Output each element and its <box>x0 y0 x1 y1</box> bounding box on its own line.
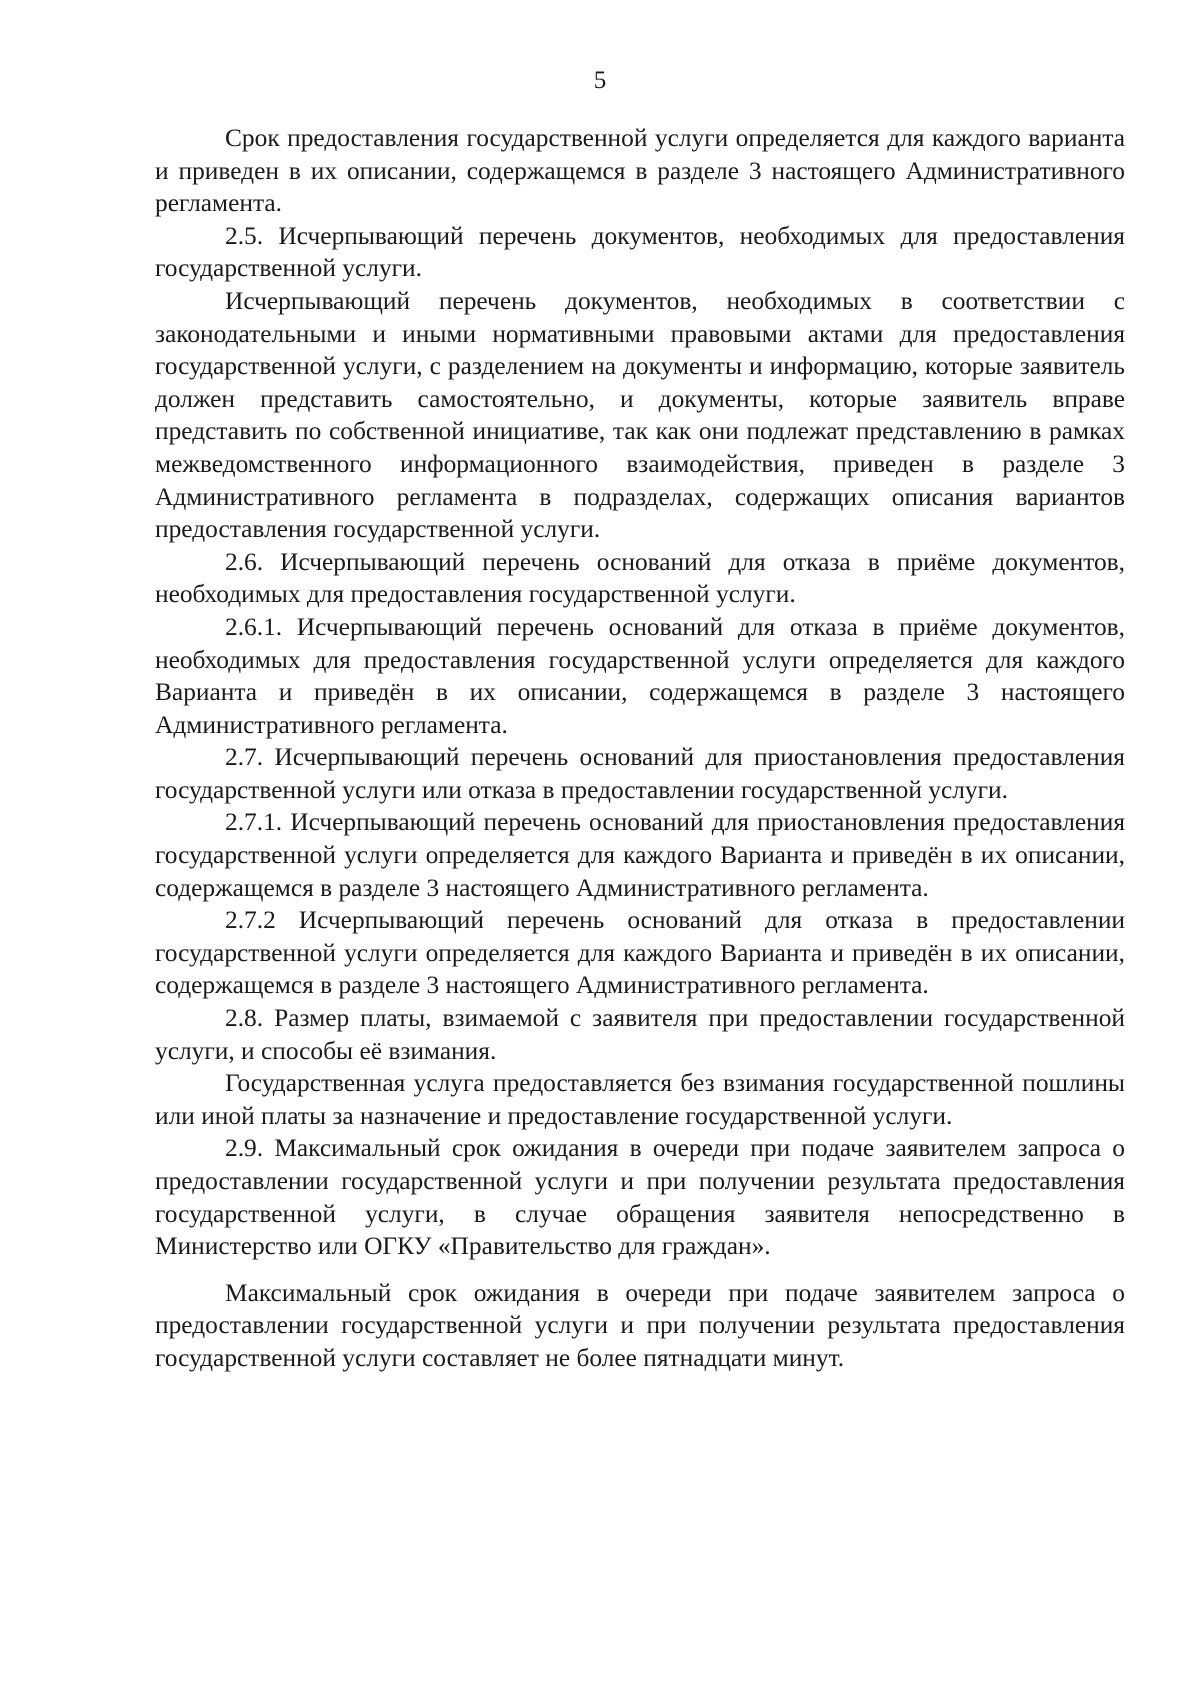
paragraph-service-term: Срок предоставления государственной услуги определяется для каждого варианта и приведен в их описании, содержащемся в разделе 3 настоящего Административного регламента. <box>155 124 1125 218</box>
paragraph-2-7-1: 2.7.1. Исчерпывающий перечень оснований для приостановления предоставления государственной услуги определяется для каждого Варианта и приведён в их описании, содержащемся в разделе 3 настоящего Административного регламента. <box>155 808 1125 902</box>
paragraph-2-5-heading: 2.5. Исчерпывающий перечень документов, необходимых для предоставления государственной услуги. <box>155 221 1125 283</box>
paragraph-documents-list: Исчерпывающий перечень документов, необходимых в соответствии с законодательными и иными нормативными правовыми актами для предоставления государственной услуги, с разделением на документы и информацию, которые заявитель должен представить самостоятельно, и документы, которые заявитель вправе представить по собственной инициативе, так как они подлежат представлению в рамках межведомственного информационного взаимодействия, приведен в разделе 3 Административного регламента в подразделах, содержащих описания вариантов предоставления государственной услуги. <box>155 286 1125 544</box>
paragraph-fee-info: Государственная услуга предоставляется без взимания государственной пошлины или иной платы за назначение и предоставление государственной услуги. <box>155 1069 1125 1130</box>
paragraph-2-7-2: 2.7.2 Исчерпывающий перечень оснований для отказа в предоставлении государственной услуги определяется для каждого Варианта и приведён в их описании, содержащемся в разделе 3 настоящего Административного регламента. <box>155 906 1125 1000</box>
document-body <box>155 122 1125 1375</box>
paragraph-2-6-heading: 2.6. Исчерпывающий перечень оснований для отказа в приёме документов, необходимых для предоставления государственной услуги. <box>155 547 1125 609</box>
paragraph-2-8-heading: 2.8. Размер платы, взимаемой с заявителя при предоставлении государственной услуги, и способы её взимания. <box>155 1004 1125 1065</box>
paragraph-2-7-heading: 2.7. Исчерпывающий перечень оснований для приостановления предоставления государственной услуги или отказа в предоставлении государственной услуги. <box>155 743 1125 804</box>
paragraph-2-6-1: 2.6.1. Исчерпывающий перечень оснований для отказа в приёме документов, необходимых для предоставления государственной услуги определяется для каждого Варианта и приведён в их описании, содержащемся в разделе 3 настоящего Административного регламента. <box>155 612 1125 739</box>
paragraph-queue-time: Максимальный срок ожидания в очереди при подаче заявителем запроса о предоставлении государственной услуги и при получении результата предоставления государственной услуги составляет не более пятнадцати минут. <box>155 1278 1125 1372</box>
page-number: 5 <box>593 67 607 94</box>
paragraph-2-9-heading: 2.9. Максимальный срок ожидания в очереди при подаче заявителем запроса о предоставлении государственной услуги и при получении результата предоставления государственной услуги, в случае обращения заявителя непосредственно в Министерство или ОГКУ «Правительство для граждан». <box>155 1134 1125 1261</box>
